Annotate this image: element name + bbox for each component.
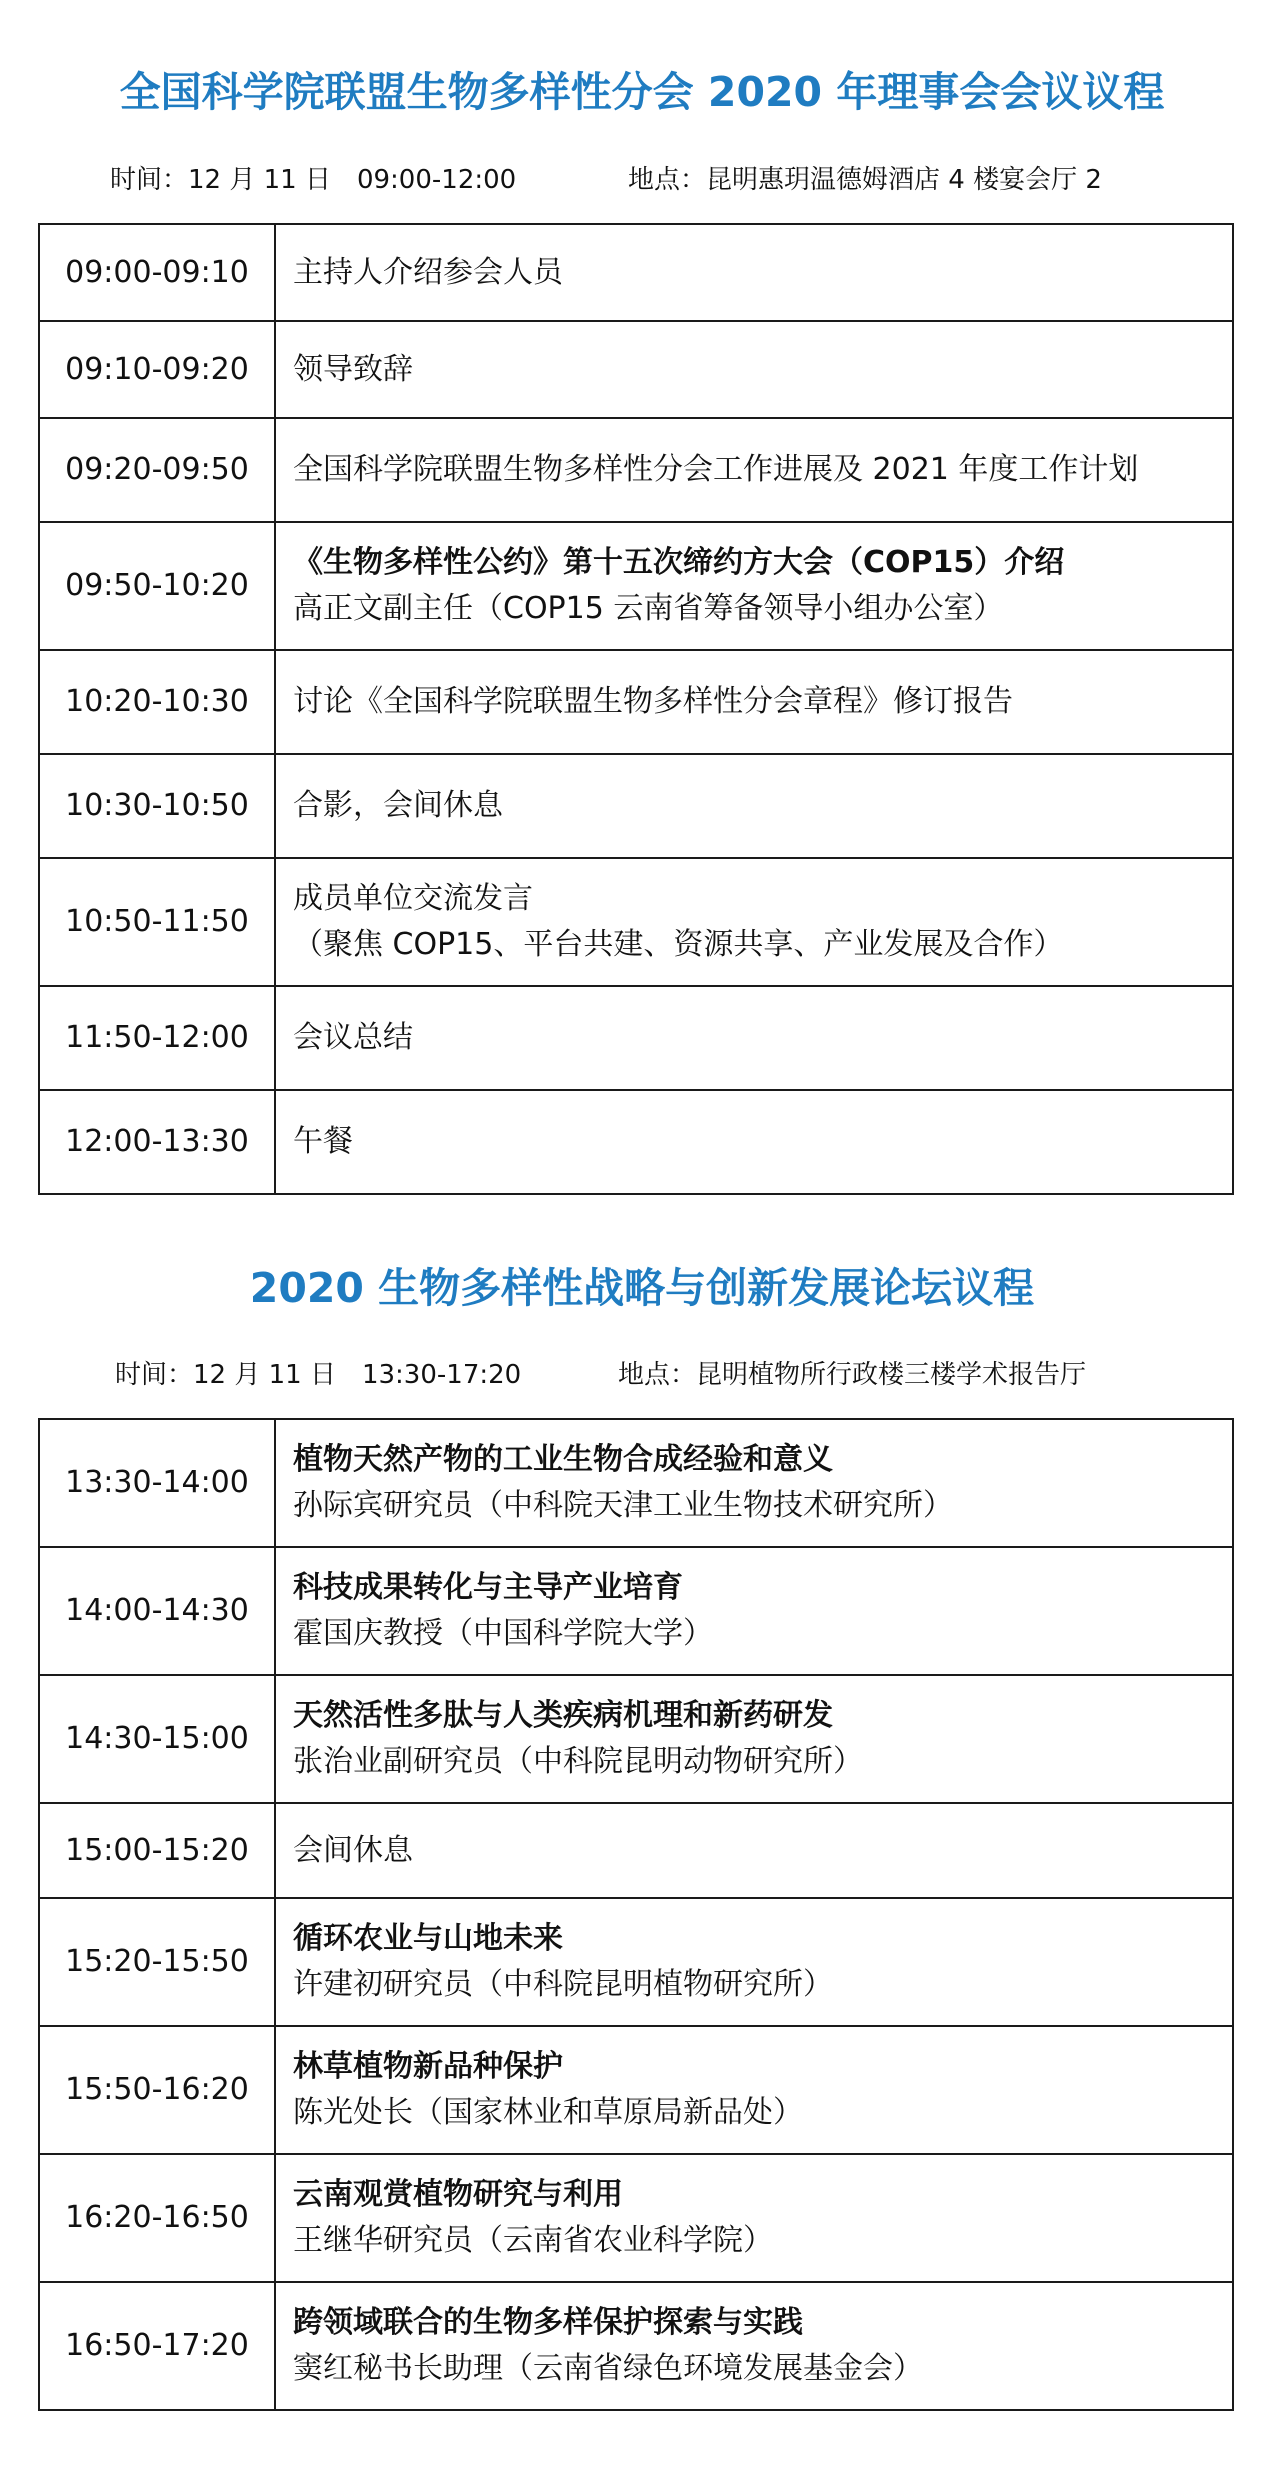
- item-cell: [275, 1547, 1233, 1675]
- agenda-title-council-meeting: 全国科学院联盟生物多样性分会 2020 年理事会会议议程: [119, 68, 1165, 116]
- speaker-info: 王继华研究员（云南省农业科学院）: [293, 2223, 773, 2258]
- speaker-info: 高正文副主任（COP15 云南省筹备领导小组办公室）: [293, 591, 1004, 626]
- table-row: [39, 1419, 1233, 1547]
- time-cell: 14:30-15:00: [39, 1675, 275, 1803]
- item-cell: [275, 650, 1233, 754]
- forum-agenda-table: [38, 1418, 1234, 2411]
- speaker-info: 窦红秘书长助理（云南省绿色环境发展基金会）: [293, 2351, 923, 2386]
- time-cell: 14:00-14:30: [39, 1547, 275, 1675]
- item-cell: [275, 2026, 1233, 2154]
- item-cell: [275, 1675, 1233, 1803]
- speaker-info: 霍国庆教授（中国科学院大学）: [293, 1616, 713, 1651]
- item-subtext: （聚焦 COP15、平台共建、资源共享、产业发展及合作）: [293, 927, 1064, 962]
- agenda-title-forum: 2020 生物多样性战略与创新发展论坛议程: [249, 1264, 1035, 1312]
- item-text: 成员单位交流发言: [293, 881, 533, 916]
- table-row: [39, 1547, 1233, 1675]
- table-row: [39, 2154, 1233, 2282]
- item-cell: [275, 858, 1233, 986]
- item-text: 会议总结: [293, 1020, 413, 1055]
- table-row: [39, 1898, 1233, 2026]
- topic-title: 循环农业与山地未来: [293, 1921, 563, 1956]
- time-cell: 09:20-09:50: [39, 418, 275, 522]
- item-cell: [275, 1419, 1233, 1547]
- speaker-info: 许建初研究员（中科院昆明植物研究所）: [293, 1967, 833, 2002]
- speaker-info: 张治业副研究员（中科院昆明动物研究所）: [293, 1744, 863, 1779]
- table-row: [39, 986, 1233, 1090]
- topic-title: 跨领域联合的生物多样保护探索与实践: [293, 2305, 803, 2340]
- topic-title: 云南观赏植物研究与利用: [293, 2177, 623, 2212]
- meeting-time-info: 时间：12 月 11 日 09:00-12:00: [110, 165, 517, 195]
- item-cell: [275, 1898, 1233, 2026]
- time-cell: 10:50-11:50: [39, 858, 275, 986]
- table-row: [39, 1675, 1233, 1803]
- time-cell: 10:30-10:50: [39, 754, 275, 858]
- item-cell: [275, 1090, 1233, 1194]
- topic-title: 科技成果转化与主导产业培育: [293, 1570, 683, 1605]
- time-cell: 09:50-10:20: [39, 522, 275, 650]
- item-cell: [275, 754, 1233, 858]
- item-text: 午餐: [293, 1124, 353, 1159]
- item-text: 会间休息: [293, 1832, 413, 1868]
- table-row: [39, 1803, 1233, 1898]
- time-cell: 15:50-16:20: [39, 2026, 275, 2154]
- item-cell: [275, 418, 1233, 522]
- item-cell: [275, 986, 1233, 1090]
- item-cell: [275, 2154, 1233, 2282]
- item-text: 合影，会间休息: [293, 788, 503, 823]
- item-cell: [275, 2282, 1233, 2410]
- time-cell: 13:30-14:00: [39, 1419, 275, 1547]
- time-cell: 09:10-09:20: [39, 321, 275, 418]
- time-cell: 12:00-13:30: [39, 1090, 275, 1194]
- table-row: [39, 754, 1233, 858]
- item-text: 讨论《全国科学院联盟生物多样性分会章程》修订报告: [293, 684, 1013, 719]
- time-cell: 10:20-10:30: [39, 650, 275, 754]
- item-cell: [275, 321, 1233, 418]
- table-row: [39, 418, 1233, 522]
- item-text: 全国科学院联盟生物多样性分会工作进展及 2021 年度工作计划: [293, 452, 1139, 487]
- table-row: [39, 2282, 1233, 2410]
- topic-title: 林草植物新品种保护: [293, 2049, 563, 2084]
- time-cell: 15:20-15:50: [39, 1898, 275, 2026]
- speaker-info: 陈光处长（国家林业和草原局新品处）: [293, 2095, 803, 2130]
- forum-time-info: 时间：12 月 11 日 13:30-17:20: [115, 1360, 522, 1390]
- meeting-location-info: 地点：昆明惠玥温德姆酒店 4 楼宴会厅 2: [628, 165, 1102, 195]
- table-row: [39, 858, 1233, 986]
- speaker-info: 孙际宾研究员（中科院天津工业生物技术研究所）: [293, 1488, 953, 1523]
- table-row: [39, 650, 1233, 754]
- topic-title: 《生物多样性公约》第十五次缔约方大会（COP15）介绍: [293, 545, 1065, 580]
- council-agenda-table: [38, 223, 1234, 1195]
- table-row: [39, 1090, 1233, 1194]
- table-row: [39, 522, 1233, 650]
- time-cell: 11:50-12:00: [39, 986, 275, 1090]
- item-cell: [275, 522, 1233, 650]
- item-cell: [275, 1803, 1233, 1898]
- time-cell: 16:20-16:50: [39, 2154, 275, 2282]
- time-cell: 16:50-17:20: [39, 2282, 275, 2410]
- forum-location-info: 地点：昆明植物所行政楼三楼学术报告厅: [618, 1360, 1087, 1390]
- table-row: [39, 321, 1233, 418]
- time-cell: 09:00-09:10: [39, 224, 275, 321]
- item-text: 主持人介绍参会人员: [293, 254, 563, 290]
- item-text: 领导致辞: [293, 351, 413, 387]
- time-cell: 15:00-15:20: [39, 1803, 275, 1898]
- topic-title: 天然活性多肽与人类疾病机理和新药研发: [293, 1698, 833, 1733]
- item-cell: [275, 224, 1233, 321]
- topic-title: 植物天然产物的工业生物合成经验和意义: [293, 1442, 833, 1477]
- table-row: [39, 2026, 1233, 2154]
- table-row: [39, 224, 1233, 321]
